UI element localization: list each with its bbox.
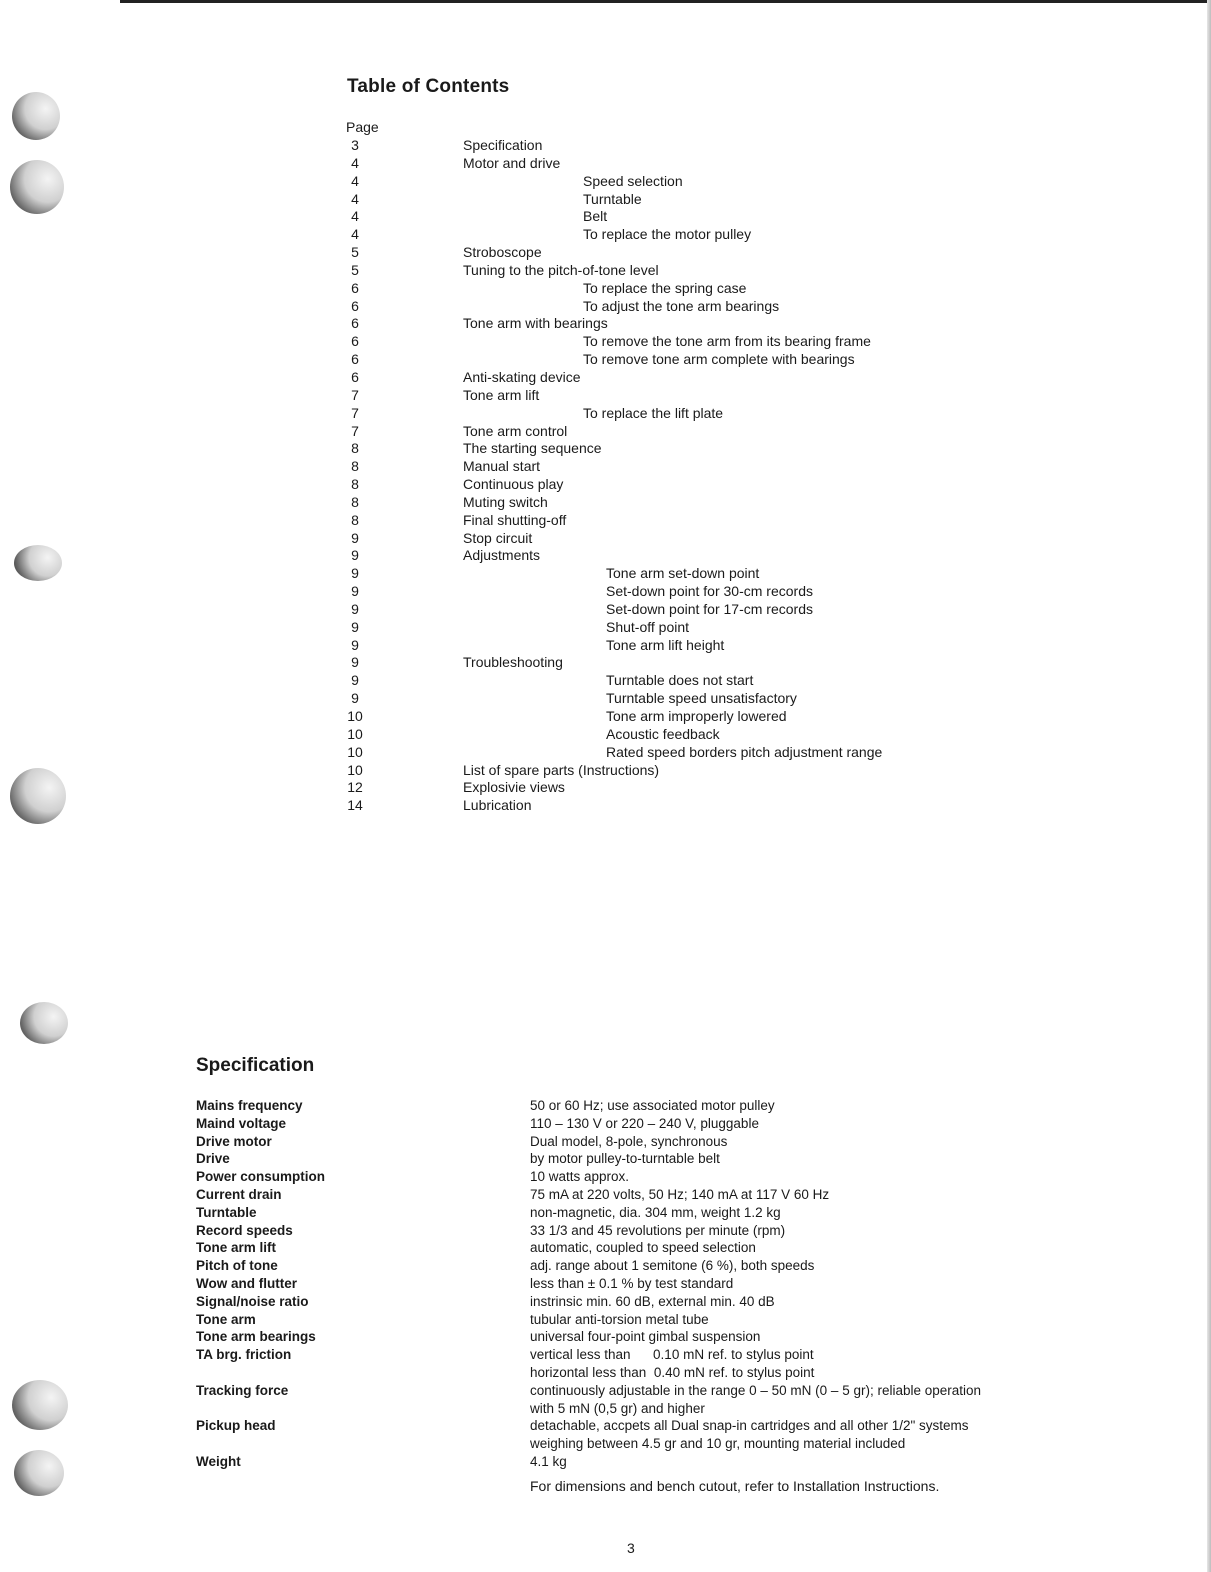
- toc-entry-page: 9: [351, 672, 359, 689]
- toc-entry-text: Tone arm control: [463, 422, 568, 439]
- spec-value: horizontal less than 0.40 mN ref. to stylus point: [530, 1364, 815, 1380]
- toc-entry-text: Lubrication: [463, 797, 532, 814]
- toc-entry-page: 3: [351, 137, 359, 153]
- toc-entry-page: 9: [351, 690, 359, 707]
- spec-label: Tone arm: [196, 1311, 256, 1327]
- scan-top-edge: [120, 0, 1211, 3]
- toc-entry-text: To replace the spring case: [583, 279, 747, 296]
- toc-entry-page: 8: [351, 476, 359, 493]
- spec-row: [196, 1311, 1096, 1329]
- toc-entry: [346, 476, 966, 494]
- toc-entry-page: 9: [351, 636, 359, 653]
- spec-row: [196, 1222, 1096, 1240]
- toc-entry-page: 4: [351, 226, 359, 243]
- toc-entry-text: The starting sequence: [463, 440, 602, 457]
- toc-entry-page: 6: [351, 368, 359, 385]
- toc-entry-page: 10: [347, 708, 363, 724]
- spec-value: tubular anti-torsion metal tube: [530, 1311, 709, 1327]
- toc-entry-text: List of spare parts (Instructions): [463, 761, 660, 778]
- toc-entry-text: Stroboscope: [463, 244, 542, 261]
- spec-value: weighing between 4.5 gr and 10 gr, mounting material included: [530, 1436, 906, 1452]
- toc-entry: [346, 423, 966, 441]
- toc-entry-text: Set-down point for 17-cm records: [606, 600, 813, 617]
- binder-hole-icon: [10, 768, 66, 824]
- toc-entry: [346, 565, 966, 583]
- toc-list: [346, 137, 966, 815]
- toc-entry: [346, 494, 966, 512]
- toc-entry: [346, 512, 966, 530]
- toc-entry: [346, 547, 966, 565]
- spec-value: 75 mA at 220 volts, 50 Hz; 140 mA at 117 V 60 Hz: [530, 1186, 830, 1202]
- toc-entry: [346, 280, 966, 298]
- toc-entry-text: Shut-off point: [606, 618, 690, 635]
- toc-entry-text: Turntable speed unsatisfactory: [606, 690, 797, 707]
- toc-entry: [346, 262, 966, 280]
- spec-row: [196, 1417, 1096, 1453]
- toc-entry: [346, 155, 966, 173]
- toc-entry-page: 5: [351, 244, 359, 261]
- spec-row: [196, 1239, 1096, 1257]
- spec-note: For dimensions and bench cutout, refer to Installation Instructions.: [530, 1478, 940, 1494]
- toc-entry: [346, 191, 966, 209]
- toc-entry: [346, 298, 966, 316]
- toc-page-header: Page: [346, 119, 379, 135]
- toc-entry-page: 12: [347, 779, 363, 796]
- toc-entry: [346, 797, 966, 815]
- spec-label: Pickup head: [196, 1418, 276, 1434]
- binder-hole-icon: [12, 1380, 68, 1430]
- toc-entry-text: Turntable does not start: [606, 672, 754, 689]
- spec-row: [196, 1293, 1096, 1311]
- spec-label: Power consumption: [196, 1169, 326, 1185]
- toc-entry: [346, 601, 966, 619]
- toc-entry-page: 9: [351, 547, 359, 564]
- toc-entry-page: 6: [351, 297, 359, 314]
- toc-entry-text: Anti-skating device: [463, 368, 581, 385]
- toc-entry-page: 6: [351, 279, 359, 296]
- toc-entry-text: Stop circuit: [463, 529, 533, 546]
- spec-value: 10 watts approx.: [530, 1169, 630, 1185]
- spec-label: Drive motor: [196, 1133, 272, 1149]
- spec-value: 4.1 kg: [530, 1453, 567, 1469]
- toc-entry-text: Turntable: [583, 190, 642, 207]
- spec-row: [196, 1097, 1096, 1115]
- toc-entry: [346, 744, 966, 762]
- spec-label: Mains frequency: [196, 1098, 303, 1113]
- spec-label: Pitch of tone: [196, 1258, 278, 1274]
- toc-entry-text: Muting switch: [463, 493, 548, 510]
- toc-entry-text: To adjust the tone arm bearings: [583, 297, 780, 314]
- toc-entry-text: To remove tone arm complete with bearings: [583, 351, 855, 368]
- spec-row: [196, 1328, 1096, 1346]
- toc-entry-text: To replace the motor pulley: [583, 226, 752, 243]
- toc-entry: [346, 637, 966, 655]
- toc-entry: [346, 672, 966, 690]
- toc-entry-page: 6: [351, 315, 359, 332]
- toc-entry-text: Adjustments: [463, 547, 541, 564]
- toc-entry-page: 9: [351, 600, 359, 617]
- toc-entry: [346, 779, 966, 797]
- spec-row: [196, 1133, 1096, 1151]
- spec-row: [196, 1453, 1096, 1471]
- spec-label: Weight: [196, 1453, 241, 1469]
- toc-entry: [346, 690, 966, 708]
- spec-label: Tone arm bearings: [196, 1329, 316, 1345]
- spec-row: [196, 1346, 1096, 1382]
- toc-entry: [346, 244, 966, 262]
- toc-entry: [346, 173, 966, 191]
- toc-entry-page: 5: [351, 261, 359, 278]
- toc-entry-page: 7: [351, 422, 359, 439]
- spec-row: [196, 1150, 1096, 1168]
- toc-entry-text: Manual start: [463, 458, 541, 475]
- binder-hole-icon: [10, 160, 64, 214]
- toc-entry: [346, 458, 966, 476]
- binder-hole-icon: [20, 1002, 68, 1044]
- spec-label: Current drain: [196, 1186, 282, 1202]
- toc-entry-page: 6: [351, 333, 359, 350]
- toc-entry-text: Rated speed borders pitch adjustment range: [606, 743, 883, 760]
- page-number: 3: [627, 1540, 635, 1556]
- binder-hole-icon: [14, 545, 62, 581]
- toc-entry-text: Acoustic feedback: [606, 725, 720, 742]
- toc-entry-page: 10: [347, 761, 363, 778]
- spec-label: Maind voltage: [196, 1115, 287, 1131]
- spec-value: automatic, coupled to speed selection: [530, 1240, 756, 1256]
- toc-entry-page: 9: [351, 583, 359, 600]
- spec-value: vertical less than 0.10 mN ref. to stylus point: [530, 1347, 814, 1363]
- toc-entry-page: 7: [351, 404, 359, 421]
- spec-value: Dual model, 8-pole, synchronous: [530, 1133, 728, 1149]
- toc-entry-text: Final shutting-off: [463, 511, 567, 528]
- toc-entry-text: Tone arm improperly lowered: [606, 708, 787, 724]
- toc-entry-text: Set-down point for 30-cm records: [606, 583, 813, 600]
- toc-entry: [346, 530, 966, 548]
- spec-value: 110 – 130 V or 220 – 240 V, pluggable: [530, 1115, 759, 1131]
- spec-value: 50 or 60 Hz; use associated motor pulley: [530, 1098, 775, 1113]
- toc-entry: [346, 369, 966, 387]
- toc-entry-page: 9: [351, 618, 359, 635]
- spec-row: [196, 1382, 1096, 1418]
- toc-entry-text: Tone arm with bearings: [463, 315, 608, 332]
- spec-value: detachable, accpets all Dual snap-in cartridges and all other 1/2" systems: [530, 1418, 969, 1434]
- toc-entry-text: Continuous play: [463, 476, 564, 493]
- spec-label: Drive: [196, 1151, 230, 1167]
- spec-title: Specification: [196, 1055, 315, 1076]
- toc-entry-text: Tone arm set-down point: [606, 565, 760, 582]
- toc-entry: [346, 654, 966, 672]
- toc-entry-page: 9: [351, 529, 359, 546]
- toc-entry-page: 9: [351, 565, 359, 582]
- toc-entry-text: Troubleshooting: [463, 654, 563, 671]
- spec-label: Tracking force: [196, 1382, 289, 1398]
- toc-entry: [346, 440, 966, 458]
- toc-entry: [346, 708, 966, 726]
- spec-label: TA brg. friction: [196, 1347, 292, 1363]
- toc-entry-page: 14: [347, 797, 363, 814]
- spec-value: with 5 mN (0,5 gr) and higher: [530, 1400, 705, 1416]
- spec-row: [196, 1275, 1096, 1293]
- toc-entry-text: To replace the lift plate: [583, 404, 724, 421]
- binder-hole-icon: [12, 92, 60, 140]
- toc-entry: [346, 208, 966, 226]
- toc-entry-text: Speed selection: [583, 172, 683, 189]
- toc-entry-page: 10: [347, 725, 363, 742]
- spec-row: [196, 1168, 1096, 1186]
- spec-row: [196, 1204, 1096, 1222]
- spec-value: 33 1/3 and 45 revolutions per minute (rpm): [530, 1222, 786, 1238]
- spec-table: [196, 1097, 1096, 1471]
- toc-entry-page: 4: [351, 190, 359, 207]
- toc-entry: [346, 226, 966, 244]
- toc-entry-text: Tone arm lift height: [606, 636, 725, 653]
- toc-entry: [346, 762, 966, 780]
- toc-entry-text: Specification: [463, 137, 543, 153]
- toc-entry-text: Tuning to the pitch-of-tone level: [463, 261, 659, 278]
- toc-entry-page: 7: [351, 386, 359, 403]
- toc-entry-page: 8: [351, 493, 359, 510]
- toc-entry-page: 10: [347, 743, 363, 760]
- spec-row: [196, 1257, 1096, 1275]
- toc-entry-page: 4: [351, 208, 359, 225]
- toc-entry-text: Belt: [583, 208, 608, 225]
- spec-value: adj. range about 1 semitone (6 %), both speeds: [530, 1258, 815, 1274]
- spec-label: Record speeds: [196, 1222, 293, 1238]
- spec-row: [196, 1115, 1096, 1133]
- toc-title: Table of Contents: [347, 76, 510, 97]
- spec-label: Turntable: [196, 1204, 257, 1220]
- scan-right-edge: [1207, 0, 1211, 1572]
- toc-entry: [346, 619, 966, 637]
- spec-label: Wow and flutter: [196, 1275, 297, 1291]
- spec-value: instrinsic min. 60 dB, external min. 40 dB: [530, 1293, 775, 1309]
- toc-entry-page: 6: [351, 351, 359, 368]
- spec-value: universal four-point gimbal suspension: [530, 1329, 761, 1345]
- spec-value: non-magnetic, dia. 304 mm, weight 1.2 kg: [530, 1204, 781, 1220]
- toc-entry: [346, 387, 966, 405]
- toc-entry-page: 4: [351, 154, 359, 171]
- toc-entry-page: 4: [351, 172, 359, 189]
- toc-entry-text: Explosivie views: [463, 779, 565, 796]
- toc-entry: [346, 137, 966, 155]
- toc-entry-page: 8: [351, 511, 359, 528]
- spec-row: [196, 1186, 1096, 1204]
- toc-entry-page: 9: [351, 654, 359, 671]
- toc-entry-text: To remove the tone arm from its bearing frame: [583, 333, 871, 350]
- toc-entry: [346, 583, 966, 601]
- toc-entry-text: Tone arm lift: [463, 386, 540, 403]
- toc-entry: [346, 333, 966, 351]
- toc-entry: [346, 726, 966, 744]
- toc-entry-page: 8: [351, 440, 359, 457]
- spec-value: less than ± 0.1 % by test standard: [530, 1275, 734, 1291]
- binder-hole-icon: [14, 1450, 64, 1496]
- spec-label: Tone arm lift: [196, 1240, 277, 1256]
- toc-entry-page: 8: [351, 458, 359, 475]
- toc-entry: [346, 315, 966, 333]
- spec-label: Signal/noise ratio: [196, 1293, 309, 1309]
- toc-entry: [346, 351, 966, 369]
- spec-value: by motor pulley-to-turntable belt: [530, 1151, 720, 1167]
- spec-value: continuously adjustable in the range 0 – 50 mN (0 – 5 gr); reliable operation: [530, 1382, 982, 1398]
- toc-entry-text: Motor and drive: [463, 154, 561, 171]
- toc-entry: [346, 405, 966, 423]
